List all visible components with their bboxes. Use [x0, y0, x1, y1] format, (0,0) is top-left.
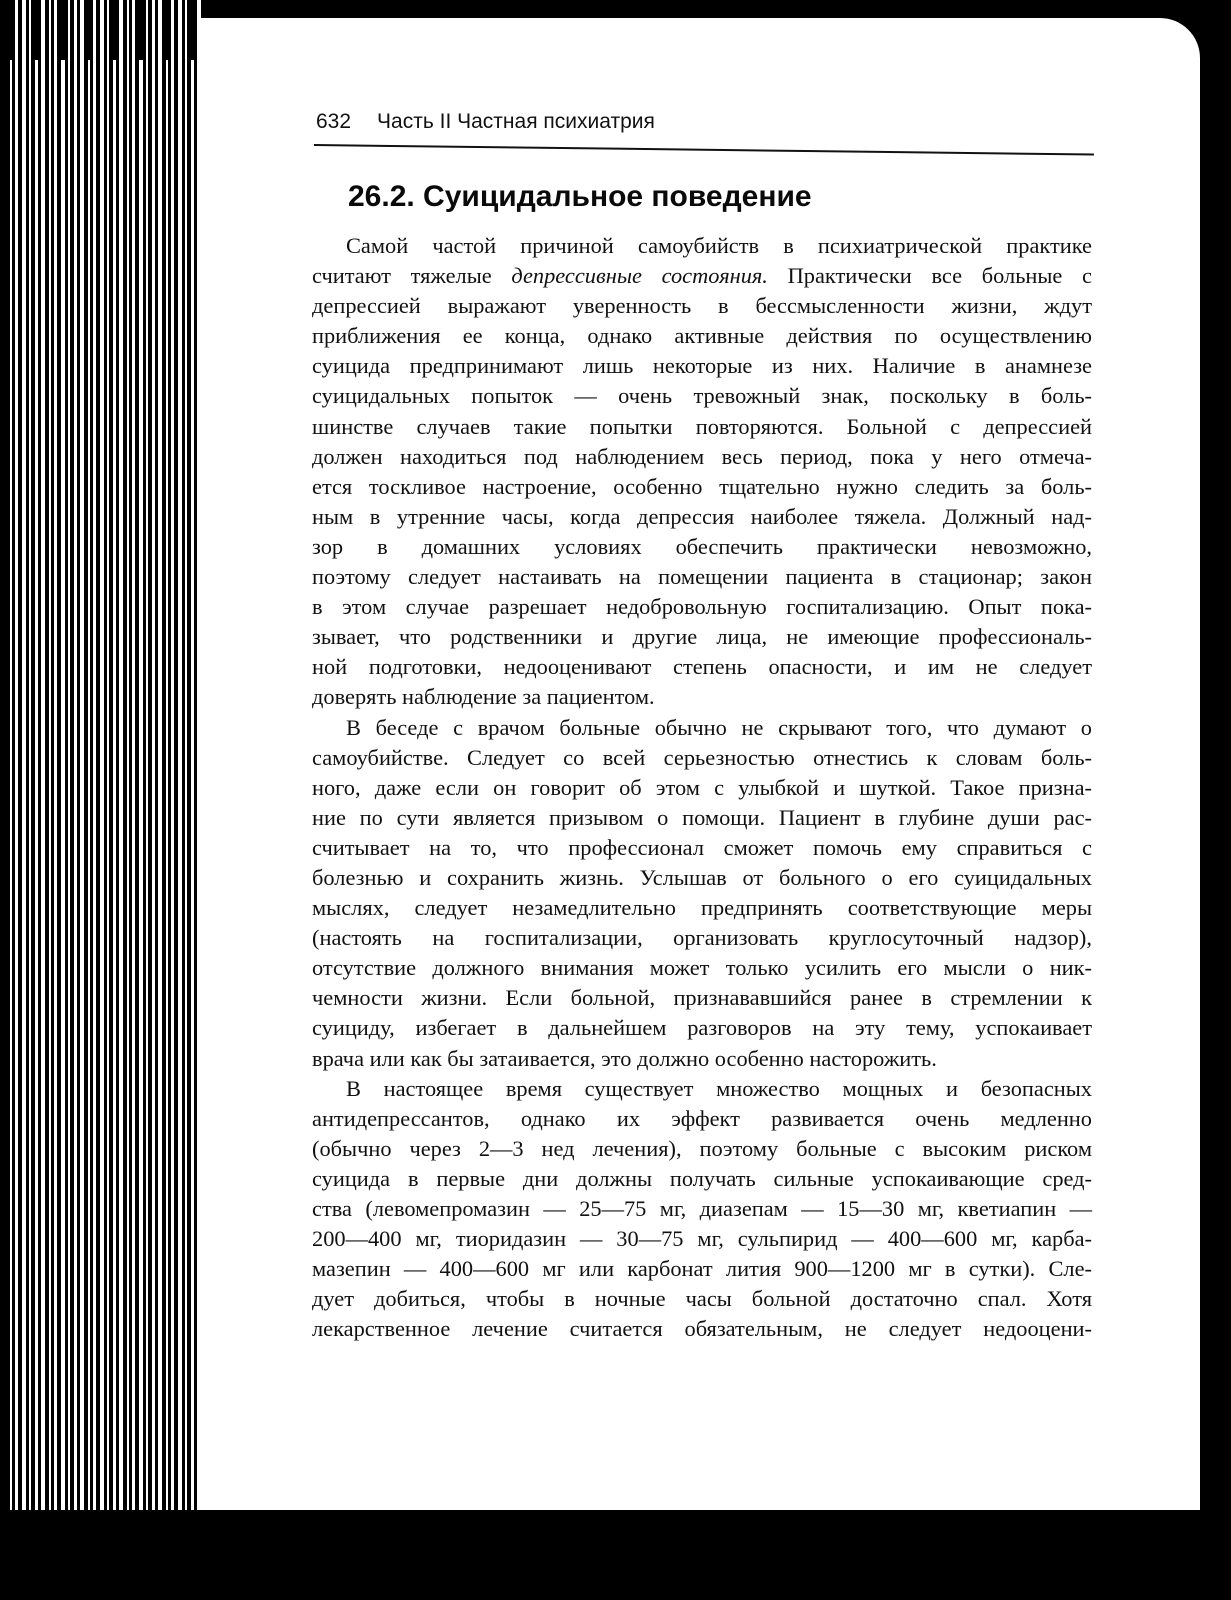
text-line	[312, 893, 1092, 923]
text-segment: Практически все больные с	[767, 263, 1092, 289]
page-edge-line	[80, 0, 84, 1600]
page-edge-line	[10, 60, 12, 1600]
text-segment: Самой частой причиной самоубийств в психиатрической практике	[346, 233, 1092, 258]
text-segment: 200—400 мг, тиоридазин — 30—75 мг, сульпирид — 400—600 мг, карба-	[312, 1226, 1092, 1252]
text-line	[312, 1104, 1092, 1134]
page-right-shadow	[1200, 0, 1231, 1600]
page-edge-line	[191, 60, 194, 1600]
page-number: 632	[316, 110, 352, 133]
text-line	[312, 953, 1092, 983]
text-line	[312, 1314, 1092, 1344]
page-edge-line	[171, 0, 174, 1600]
text-segment: зывает, что родственники и другие лица, не имеющие профессиональ-	[312, 624, 1092, 650]
text-segment: приближения ее конца, однако активные действия по осуществлению	[312, 323, 1092, 349]
page-edge-line	[146, 0, 148, 1600]
page-edge-line	[74, 0, 77, 1600]
text-segment: (обычно через 2—3 нед лечения), поэтому больные с высоким риском	[312, 1135, 1092, 1161]
text-segment: мазепин — 400—600 мг или карбонат лития 900—1200 мг в сутки). Сле-	[312, 1256, 1092, 1282]
text-segment: болезнью и сохранить жизнь. Услышав от больного о его суицидальных	[312, 864, 1092, 890]
text-line	[312, 321, 1092, 351]
text-segment: В беседе с врачом больные обычно не скрывают того, что думают о	[346, 714, 1092, 740]
text-line	[312, 562, 1092, 592]
page-edge-line	[132, 0, 135, 1600]
text-line	[312, 412, 1092, 442]
page-edge-line	[119, 0, 123, 1600]
text-line	[312, 1224, 1092, 1254]
text-segment: дует добиться, чтобы в ночные часы больной достаточно спал. Хотя	[312, 1286, 1092, 1312]
text-line	[312, 1074, 1092, 1104]
text-segment: доверять наблюдение за пациентом.	[312, 684, 655, 710]
page-edge-line	[54, 0, 57, 1600]
page-edge-line	[68, 0, 70, 1600]
page-edge-line	[178, 0, 182, 1600]
text-segment: считают тяжелые	[312, 263, 512, 289]
text-line	[312, 743, 1092, 773]
text-line	[312, 833, 1092, 863]
page-edge-line	[41, 0, 45, 1600]
text-segment: самоубийстве. Следует со всей серьезностью отнестись к словам боль-	[312, 744, 1092, 770]
text-segment: депрессией выражают уверенность в бессмысленности жизни, ждут	[312, 293, 1092, 319]
text-line	[312, 1044, 1092, 1074]
page-edge-line	[35, 60, 38, 1600]
text-line	[312, 291, 1092, 321]
italic-phrase: депрессивные состояния.	[511, 263, 768, 289]
page-edge-line	[88, 60, 90, 1600]
text-line	[312, 472, 1092, 502]
text-line	[312, 1284, 1092, 1314]
text-line	[312, 1134, 1092, 1164]
text-line	[312, 803, 1092, 833]
text-segment: суицидальных попыток — очень тревожный знак, поскольку в боль-	[312, 383, 1092, 409]
text-segment: поэтому следует настаивать на помещении пациента в стационар; закон	[312, 564, 1092, 590]
text-line	[312, 351, 1092, 381]
text-segment: (настоять на госпитализации, организовать круглосуточный надзор),	[312, 925, 1092, 951]
text-segment: суицида предпринимают лишь некоторые из них. Наличие в анамнезе	[312, 353, 1092, 379]
page-bottom-shadow	[0, 1510, 1231, 1600]
text-line	[312, 502, 1092, 532]
text-line	[312, 1194, 1092, 1224]
text-line	[312, 381, 1092, 411]
running-header	[316, 110, 655, 134]
text-line	[312, 1254, 1092, 1284]
text-segment: антидепрессантов, однако их эффект развивается очень медленно	[312, 1105, 1092, 1131]
text-segment: суициду, избегает в дальнейшем разговоров на эту тему, успокаивает	[312, 1015, 1092, 1041]
text-segment: шинстве случаев такие попытки повторяются. Больной с депрессией	[312, 413, 1092, 439]
page-edge-line	[61, 60, 65, 1600]
text-line	[312, 442, 1092, 472]
text-line	[312, 261, 1092, 291]
text-line	[312, 592, 1092, 622]
text-line	[312, 1164, 1092, 1194]
text-segment: ным в утренние часы, когда депрессия наиболее тяжела. Должный над-	[312, 503, 1092, 529]
book-page-edges	[0, 0, 215, 1600]
text-segment: ного, даже если он говорит об этом с улыбкой и шуткой. Такое призна-	[312, 774, 1092, 800]
page-edge-line	[15, 0, 18, 1600]
text-segment: отсутствие должного внимания может только усилить его мысли о ник-	[312, 955, 1092, 981]
page-edge-line	[127, 0, 129, 1600]
text-segment: зор в домашних условиях обеспечить практически невозможно,	[312, 533, 1092, 559]
text-segment: врача или как бы затаивается, это должно особенно насторожить.	[312, 1045, 937, 1071]
text-segment: мыслях, следует незамедлительно предпринять соответствующие меры	[312, 895, 1092, 921]
text-line	[312, 773, 1092, 803]
text-line	[312, 713, 1092, 743]
text-segment: лекарственное лечение считается обязательным, не следует недооцени-	[312, 1316, 1092, 1342]
page-edge-line	[113, 60, 116, 1600]
page-edge-line	[185, 0, 187, 1600]
text-line	[312, 532, 1092, 562]
book-page	[200, 18, 1200, 1510]
text-segment: в этом случае разрешает недобровольную госпитализацию. Опыт пока-	[312, 594, 1092, 620]
page-edge-line	[139, 60, 143, 1600]
page-edge-line	[152, 0, 155, 1600]
text-segment: считывает на то, что профессионал сможет помочь ему справиться с	[312, 834, 1092, 860]
header-rule	[314, 144, 1094, 156]
text-line	[312, 1013, 1092, 1043]
page-edge-line	[158, 0, 162, 1600]
text-line	[312, 622, 1092, 652]
text-segment: суицида в первые дни должны получать сильные успокаивающие сред-	[312, 1165, 1092, 1191]
text-segment: ется тоскливое настроение, особенно тщательно нужно следить за боль-	[312, 473, 1092, 499]
text-segment: ной подготовки, недооценивают степень опасности, и им не следует	[312, 654, 1092, 680]
page-edge-line	[22, 0, 26, 1600]
text-line	[312, 682, 1092, 712]
body-text	[312, 231, 1092, 1344]
text-segment: чемности жизни. Если больной, признававшийся ранее в стремлении к	[312, 985, 1092, 1011]
text-segment: ние по сути является призывом о помощи. Пациент в глубине души рас-	[312, 804, 1092, 830]
running-title: Часть II Частная психиатрия	[377, 110, 655, 133]
page-edge-line	[100, 0, 104, 1600]
text-segment: В настоящее время существует множество мощных и безопасных	[346, 1075, 1092, 1101]
section-title: 26.2. Суицидальное поведение	[348, 180, 812, 213]
text-line	[312, 652, 1092, 682]
text-line	[312, 983, 1092, 1013]
page-edge-line	[166, 60, 168, 1600]
page-edge-line	[29, 0, 31, 1600]
text-segment: ства (левомепромазин — 25—75 мг, диазепам — 15—30 мг, кветиапин —	[312, 1196, 1092, 1221]
text-line	[312, 923, 1092, 953]
page-edge-line	[49, 0, 51, 1600]
page-edge-line	[107, 0, 109, 1600]
page-edge-line	[93, 0, 96, 1600]
text-line	[312, 231, 1092, 261]
text-segment: должен находиться под наблюдением весь период, пока у него отмеча-	[312, 443, 1092, 469]
text-line	[312, 863, 1092, 893]
